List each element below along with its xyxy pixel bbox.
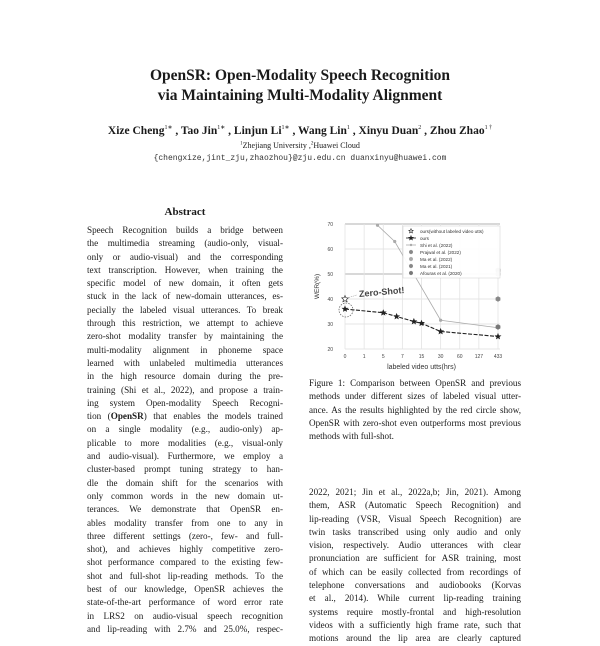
data-point [411, 319, 416, 324]
x-tick-label: 1 [362, 354, 366, 360]
author-emails: {chengxize,jint_zju,zhaozhou}@zju.edu.cn duanxinyu@huawei.com [153, 154, 447, 163]
author-affil-sup: 1∗ [217, 125, 226, 131]
author-affil-sup: 2 [418, 125, 422, 131]
y-tick-label: 40 [327, 297, 333, 303]
x-axis-label: labeled video utts(hrs) [387, 364, 456, 371]
caption-line: methods with full-shot. [309, 431, 394, 442]
abstract-line: text transcription. However, when training the [87, 264, 283, 275]
body-line: et al., 2014). While current lip-reading training [309, 593, 521, 604]
body-line: pronunciation are sufficient for ASR training, most [309, 553, 521, 564]
y-tick-label: 20 [327, 347, 333, 353]
y-tick-label: 50 [327, 272, 333, 278]
abstract-line: cluster-based prompt tuning strategy to han- [87, 464, 283, 475]
abstract-line: three different settings (zero-, few- and full- [87, 530, 283, 541]
affiliation-2: Huawei Cloud [313, 141, 360, 150]
author-separator: , [289, 124, 298, 137]
abstract-line: ables modality transfer from one to any in [87, 517, 283, 528]
x-tick-label: 7 [400, 354, 404, 360]
data-point [342, 306, 347, 311]
x-tick-label: 60 [456, 354, 463, 360]
abstract-line: training (Shi et al., 2022), and propose a train- [87, 384, 283, 395]
legend-label: Prajwal et al. (2022) [420, 249, 461, 255]
abstract-line: state-of-the-art performance of word error rate [87, 597, 283, 608]
abstract-line: and lip-reading with 2.7% and 25.0%, respec- [87, 623, 283, 634]
legend-label: Ma et al. (2022) [420, 256, 453, 262]
x-tick-label: 30 [437, 354, 444, 360]
affiliations [0, 141, 600, 150]
zero-shot-annotation: Zero-Shot! [358, 285, 405, 299]
figure-caption [309, 377, 521, 443]
data-point [495, 334, 500, 339]
abstract-line: terances. We demonstrate that OpenSR en- [87, 504, 283, 515]
abstract-line: through this restriction, we attempt to achieve [87, 318, 283, 329]
abstract-line: only or audio-visual) and the corresponding [87, 251, 283, 262]
data-point [342, 296, 349, 302]
body-line: them, ASR (Automatic Speech Recognition) and [309, 500, 521, 511]
body-line: videos with a sufficiently high frame rate, such that [309, 619, 521, 630]
data-point [393, 240, 396, 243]
abstract-line: the multimedia streaming (audio-only, visual- [87, 238, 283, 249]
x-tick-label: 0 [343, 354, 347, 360]
abstract-line: shot performance compared to the existing few- [87, 557, 283, 568]
data-point [419, 321, 424, 326]
data-point [496, 296, 501, 302]
data-point [438, 329, 443, 334]
author-separator: , [421, 124, 430, 137]
abstract-line: pecially the labeled visual utterances. To break [87, 304, 283, 315]
abstract-line: on a single modality (e.g., audio-only) ap- [87, 424, 283, 435]
body-line: lip-reading (VSR, Visual Speech Recognition) are [309, 513, 521, 524]
author-name: Zhou Zhao [429, 124, 485, 137]
abstract-line: zero-shot modality transfer by maintaining the [87, 331, 283, 342]
abstract-heading: Abstract [164, 206, 206, 218]
x-tick-label: 127 [474, 354, 484, 360]
caption-line: methods under different sizes of labeled visual utter- [309, 391, 521, 402]
abstract-line: stuck in the lack of new-domain utterances, es- [87, 291, 283, 302]
abstract-line: in LRS2 on audio-visual speech recognition [87, 610, 283, 621]
abstract-line: multi-modality alignment in phoneme space [87, 344, 283, 355]
abstract-line: Speech Recognition builds a bridge between [87, 225, 283, 235]
abstract-line: and audio-visual). Furthermore, we employ a [87, 451, 283, 462]
legend-label: Ma et al. (2021) [420, 263, 453, 269]
data-point [439, 319, 442, 322]
paper-title [0, 66, 600, 106]
abstract-line: tion (OpenSR) that enables the models trained [87, 411, 283, 422]
caption-line: OpenSR with zero-shot even outperforms most previous [309, 417, 521, 428]
author-name: Tao Jin [180, 124, 218, 137]
legend-label: Afouras et al. (2020) [420, 270, 462, 276]
author-name: Wang Lin [298, 124, 347, 137]
affil-sup-1: 1 [240, 141, 243, 147]
author-affil-sup: 1 [346, 125, 350, 131]
data-point [394, 314, 399, 319]
author-separator: , [225, 124, 234, 137]
body-line: vision, respectively. Audio utterances with clear [309, 540, 521, 551]
title-line-2: via Maintaining Multi-Modality Alignment [157, 87, 443, 104]
abstract-line: in the high resource domain during the pre- [87, 371, 283, 382]
author-name: Xize Cheng [107, 124, 165, 137]
legend-label: ours [420, 235, 429, 241]
abstract-line: best of our knowledge, OpenSR achieves the [87, 584, 283, 595]
x-tick-label: 433 [493, 354, 503, 360]
abstract-line: only common words in the new domain ut- [87, 490, 283, 501]
y-axis-label: WER(%) [314, 273, 321, 300]
legend-marker [410, 244, 412, 246]
annotation-leader [347, 295, 357, 298]
abstract-line: dle the domain shift for the scenarios with [87, 477, 283, 488]
affil-sup-2: 2 [310, 141, 314, 147]
intro-body [309, 486, 521, 646]
figure-1-chart [300, 212, 520, 372]
caption-line: ance. As the results highlighted by the red circle show, [309, 404, 521, 415]
y-tick-label: 30 [327, 322, 333, 328]
data-point [496, 324, 501, 330]
data-point [376, 224, 379, 227]
abstract-line: learned with unlabeled multimedia utterances [87, 357, 283, 368]
author-separator: , [172, 124, 181, 137]
y-tick-label: 70 [327, 222, 333, 228]
y-tick-label: 60 [327, 247, 333, 253]
abstract-line: specific model of new domain, it often gets [87, 278, 283, 289]
abstract-line: shot and full-shot lip-reading methods. To the [87, 570, 283, 581]
author-affil-sup: 1 † [484, 125, 493, 131]
body-line: 2022, 2021; Jin et al., 2022a,b; Jin, 2021). Among [309, 487, 521, 497]
author-list [0, 124, 600, 137]
caption-line: Figure 1: Comparison between OpenSR and previous [309, 378, 521, 388]
author-name: Xinyu Duan [358, 124, 419, 137]
author-separator: , [349, 124, 359, 137]
legend-label: ours(without labeled video utts) [420, 228, 484, 234]
body-line: motions around the lip area are clearly captured [309, 633, 521, 644]
abstract-line: ing system Open-modality Speech Recogni- [87, 397, 283, 408]
author-affil-sup: 1∗ [281, 125, 290, 131]
body-line: systems require mostly-frontal and high-resolution [309, 606, 521, 617]
abstract-body [87, 224, 283, 636]
affiliation-1: Zhejiang University , [242, 141, 311, 150]
author-affil-sup: 1∗ [164, 125, 173, 131]
body-line: telephone conversations and audiobooks (Korvas [309, 580, 521, 591]
title-line-1: OpenSR: Open-Modality Speech Recognition [149, 67, 451, 84]
legend-label: Shi et al. (2022) [420, 242, 453, 248]
author-name: Linjun Li [233, 124, 282, 137]
abstract-line: plicable to more modalities (e.g., visual-only [87, 437, 283, 448]
data-point [381, 310, 386, 315]
abstract-line: shot), and achieves highly competitive zero- [87, 544, 283, 555]
x-tick-label: 15 [418, 354, 425, 360]
body-line: of which can be easily collected from recordings of [309, 566, 521, 577]
body-line: twin tasks transcribed using only audio and only [309, 526, 521, 537]
x-tick-label: 5 [381, 354, 385, 360]
